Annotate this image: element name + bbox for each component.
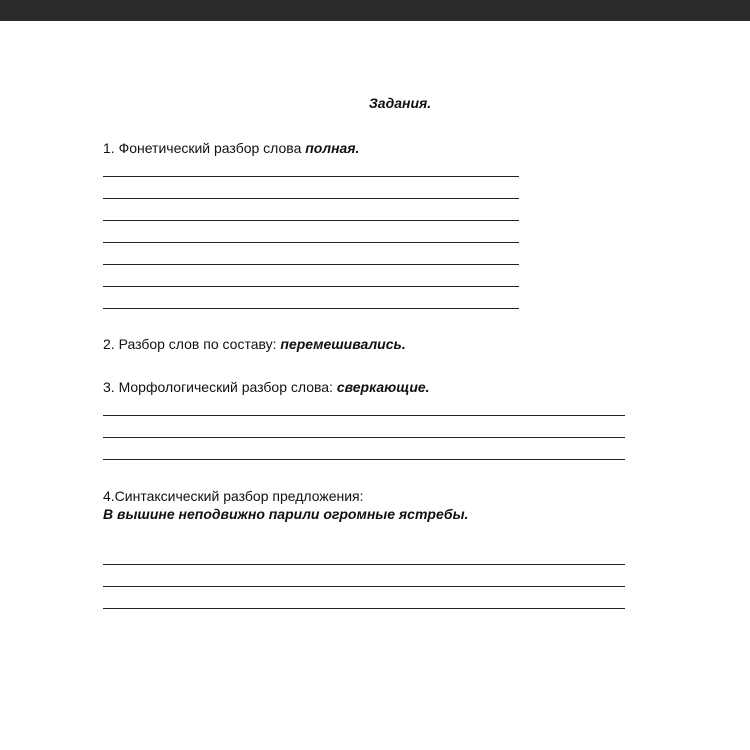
task-3-text: 3. Морфологический разбор слова: — [103, 379, 337, 395]
task-3 — [103, 378, 430, 396]
answer-line — [103, 264, 519, 265]
answer-line — [103, 415, 625, 416]
window-top-bar — [0, 0, 750, 21]
answer-line — [103, 176, 519, 177]
task-2 — [103, 335, 406, 353]
answer-line — [103, 564, 625, 565]
answer-line — [103, 242, 519, 243]
task-3-word: сверкающие. — [336, 379, 430, 395]
answer-line — [103, 459, 625, 460]
task-1 — [103, 139, 359, 157]
task-2-text: 2. Разбор слов по составу: — [103, 336, 281, 352]
task-4-text: 4.Синтаксический разбор предложения: — [103, 488, 364, 504]
answer-line — [103, 308, 519, 309]
page-title: Задания. — [368, 95, 432, 111]
task-4-sentence: В вышине неподвижно парили огромные ястребы. — [103, 506, 469, 522]
task-2-word: перемешивались. — [280, 336, 406, 352]
task-4 — [103, 487, 468, 523]
answer-line — [103, 286, 519, 287]
answer-line — [103, 608, 625, 609]
task-1-word: полная. — [305, 140, 360, 156]
answer-line — [103, 437, 625, 438]
answer-line — [103, 586, 625, 587]
answer-line — [103, 220, 519, 221]
task-1-text: 1. Фонетический разбор слова — [103, 140, 306, 156]
answer-line — [103, 198, 519, 199]
